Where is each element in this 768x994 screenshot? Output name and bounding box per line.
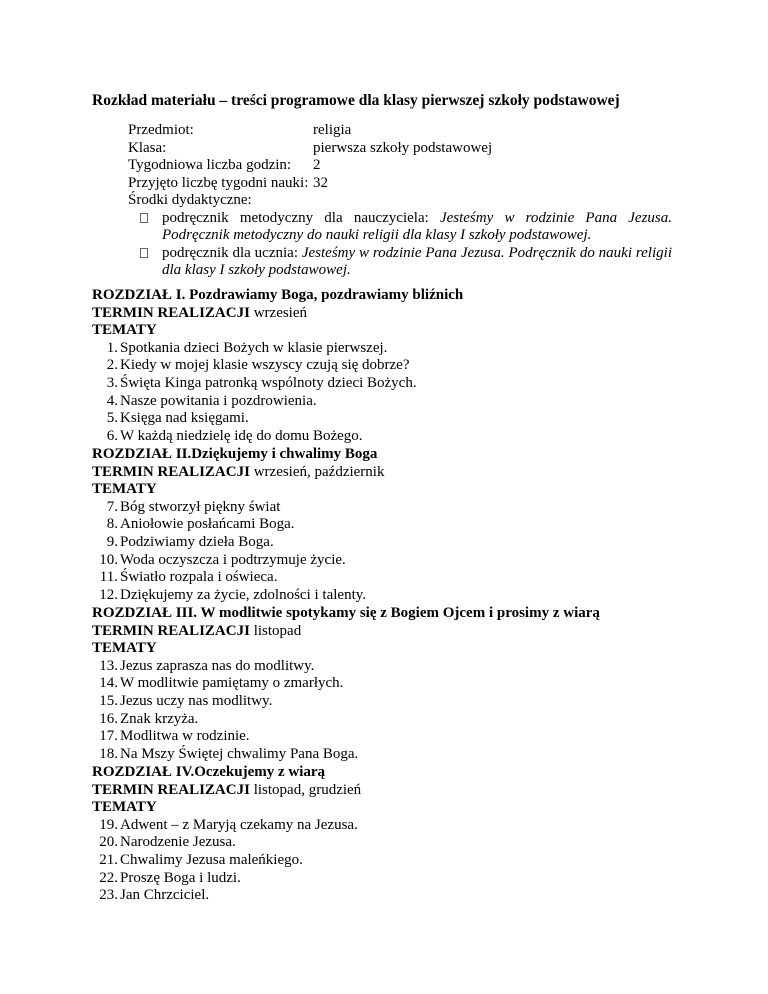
topic-number: 1. [106,339,118,356]
topic-text: Nasze powitania i pozdrowienia. [120,392,317,409]
hours-label: Tygodniowa liczba godzin: [128,157,292,173]
topics-label: TEMATY [92,799,157,816]
topic-text: Kiedy w mojej klasie wszyscy czują się dobrze? [120,357,410,374]
topic-text: Narodzenie Jezusa. [120,834,236,851]
topic-text: Aniołowie posłańcami Boga. [120,516,295,533]
means-list-item [128,245,672,280]
means-prefix: podręcznik metodyczny dla nauczyciela: [162,209,440,226]
topic-text: W modlitwie pamiętamy o zmarłych. [120,675,344,692]
topics-label: TEMATY [92,640,157,657]
topic-item [92,728,732,746]
topic-number: 9. [106,533,118,550]
topic-item [92,587,732,605]
term-label: TERMIN REALIZACJI [92,622,250,639]
topic-number: 15. [99,692,118,709]
chapter-section [92,764,732,905]
topic-item [92,357,732,375]
topic-text: Chwalimy Jezusa maleńkiego. [120,851,303,868]
means-book-title: Jesteśmy w rodzinie Pana Jezusa. Podręcznik do nauki religii dla klasy I szkoły podstawowej. [162,244,672,278]
topic-item [92,852,732,870]
topic-text: Światło rozpala i oświeca. [120,569,278,586]
topic-item [92,534,732,552]
topic-number: 22. [99,869,118,886]
term-label: TERMIN REALIZACJI [92,304,250,321]
subject-value: religia [313,122,352,138]
topic-item [92,746,732,764]
topics-label: TEMATY [92,481,157,498]
term-row [92,623,732,641]
chapter-section [92,287,732,445]
topic-item [92,410,732,428]
topic-text: Woda oczyszcza i podtrzymuje życie. [120,551,346,568]
topic-text: Dziękujemy za życie, zdolności i talenty. [120,586,367,603]
topic-item [92,834,732,852]
topic-text: Na Mszy Świętej chwalimy Pana Boga. [120,745,359,762]
topic-number: 17. [99,728,118,745]
topic-number: 7. [106,498,118,515]
topic-item [92,658,732,676]
chapter-title: ROZDZIAŁ III. W modlitwie spotykamy się z Bogiem Ojcem i prosimy z wiarą [92,605,600,621]
topic-item [92,552,732,570]
document-title: Rozkład materiału – treści programowe dla klasy pierwszej szkoły podstawowej [92,92,620,109]
topic-item [92,340,732,358]
means-label: Środki dydaktyczne: [128,192,252,208]
means-prefix: podręcznik dla ucznia: [162,244,302,261]
chapter-title: ROZDZIAŁ IV.Oczekujemy z wiarą [92,764,326,780]
term-row [92,782,732,800]
topic-item [92,675,732,693]
topic-item [92,375,732,393]
topic-item [92,516,732,534]
topic-number: 10. [99,551,118,568]
term-value: listopad, grudzień [253,781,362,798]
topic-number: 3. [106,374,118,391]
topic-number: 21. [99,851,118,868]
topic-item [92,499,732,517]
term-value: wrzesień [253,304,308,321]
bullet-square-icon [140,213,148,223]
hours-value: 2 [313,157,321,173]
topic-item [92,711,732,729]
subject-label: Przedmiot: [128,122,194,138]
topic-number: 14. [99,675,118,692]
topic-number: 5. [106,410,118,427]
means-list-item [128,210,672,245]
topic-number: 8. [106,516,118,533]
subject-row [128,122,688,140]
weeks-row [128,175,688,193]
term-row [92,305,732,323]
class-label: Klasa: [128,139,167,156]
topic-number: 4. [106,392,118,409]
topic-text: Księga nad księgami. [120,410,249,427]
class-value: pierwsza szkoły podstawowej [313,139,493,156]
topic-text: Adwent – z Maryją czekamy na Jezusa. [120,816,358,833]
term-value: listopad [253,622,302,639]
topic-item [92,428,732,446]
topic-number: 18. [99,745,118,762]
topic-text: W każdą niedzielę idę do domu Bożego. [120,427,363,444]
topic-item [92,393,732,411]
topic-number: 11. [99,569,118,586]
topic-text: Jezus zaprasza nas do modlitwy. [120,657,315,674]
term-row [92,464,732,482]
topic-text: Jezus uczy nas modlitwy. [120,692,273,709]
topic-number: 13. [99,657,118,674]
weeks-label: Przyjęto liczbę tygodni nauki: [128,174,309,191]
topic-number: 20. [99,834,118,851]
topic-item [92,569,732,587]
means-row [128,192,688,210]
term-value: wrzesień, październik [253,463,385,480]
class-row [128,140,688,158]
topic-item [92,887,732,905]
chapter-title: ROZDZIAŁ II.Dziękujemy i chwalimy Boga [92,446,378,462]
topic-number: 16. [99,710,118,727]
means-book-title: Jesteśmy w rodzinie Pana Jezusa. Podręcznik metodyczny do nauki religii dla klasy I szkoły podstawowej. [162,209,673,243]
topic-number: 6. [106,427,118,444]
topic-text: Święta Kinga patronką wspólnoty dzieci Bożych. [120,374,417,391]
topic-number: 12. [99,586,118,603]
chapter-section [92,446,732,604]
topic-text: Modlitwa w rodzinie. [120,728,250,745]
topic-text: Spotkania dzieci Bożych w klasie pierwszej. [120,339,388,356]
topic-number: 2. [106,357,118,374]
topic-number: 19. [99,816,118,833]
topic-text: Proszę Boga i ludzi. [120,869,241,886]
topic-item [92,817,732,835]
topic-text: Podziwiamy dzieła Boga. [120,533,274,550]
term-label: TERMIN REALIZACJI [92,781,250,798]
term-label: TERMIN REALIZACJI [92,463,250,480]
weeks-value: 32 [313,174,328,191]
topic-number: 23. [99,887,118,904]
topic-item [92,693,732,711]
topics-label: TEMATY [92,322,157,339]
chapter-title: ROZDZIAŁ I. Pozdrawiamy Boga, pozdrawiamy bliźnich [92,287,464,303]
hours-row [128,157,688,175]
bullet-square-icon [140,248,148,258]
topic-text: Bóg stworzył piękny świat [120,498,281,515]
chapter-section [92,605,732,763]
course-info [128,122,688,280]
topic-text: Znak krzyża. [120,710,199,727]
topic-text: Jan Chrzciciel. [120,887,210,904]
topic-item [92,870,732,888]
